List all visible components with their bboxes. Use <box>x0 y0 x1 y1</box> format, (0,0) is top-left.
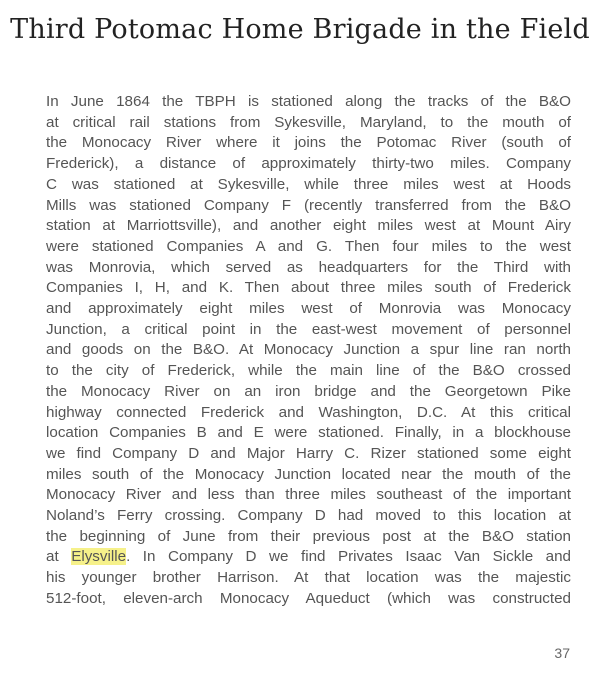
text-segment: . In Company D we find Privates Isaac Van Sickle and <box>126 548 572 566</box>
text-line: highway connected Frederick and Washington, D.C. At this critical <box>46 403 571 421</box>
text-line: the Monocacy River where it joins the Potomac River (south of <box>46 134 571 152</box>
highlighted-word: Elysville <box>71 548 127 566</box>
text-line: Junction, a critical point in the east-west movement of personnel <box>46 320 571 338</box>
text-line: we find Company D and Major Harry C. Rizer stationed some eight <box>46 444 571 462</box>
text-line: Frederick), a distance of approximately thirty-two miles. Company <box>46 155 571 173</box>
text-line: to the city of Frederick, while the main line of the B&O crossed <box>46 362 571 380</box>
text-line: Noland’s Ferry crossing. Company D had moved to this location at <box>46 507 571 525</box>
text-line: were stationed Companies A and G. Then four miles to the west <box>46 237 571 255</box>
text-line: In June 1864 the TBPH is stationed along the tracks of the B&O <box>46 93 571 110</box>
text-line: and approximately eight miles west of Monrovia was Monocacy <box>46 300 571 318</box>
text-line: station at Marriottsville), and another eight miles west at Mount Airy <box>46 217 571 235</box>
text-line: the beginning of June from their previous post at the B&O station <box>46 527 571 545</box>
text-segment: at <box>46 548 72 566</box>
text-line: Monocacy River and less than three miles southeast of the important <box>46 486 571 504</box>
text-line: at critical rail stations from Sykesville, Maryland, to the mouth of <box>46 113 571 131</box>
text-line: was Monrovia, which served as headquarters for the Third with <box>46 258 571 276</box>
text-line: miles south of the Monocacy Junction located near the mouth of the <box>46 465 571 483</box>
body-text <box>46 92 571 610</box>
text-line: and goods on the B&O. At Monocacy Junction a spur line ran north <box>46 341 571 359</box>
text-line-highlighted <box>46 547 571 568</box>
text-line: the Monocacy River on an iron bridge and the Georgetown Pike <box>46 382 571 400</box>
text-line: C was stationed at Sykesville, while three miles west at Hoods <box>46 175 571 193</box>
page-number: 37 <box>554 645 570 661</box>
text-line: his younger brother Harrison. At that location was the majestic <box>46 569 571 587</box>
text-line: Mills was stationed Company F (recently transferred from the B&O <box>46 196 571 214</box>
page-title: Third Potomac Home Brigade in the Field <box>10 14 590 45</box>
text-line: Companies I, H, and K. Then about three miles south of Frederick <box>46 279 571 297</box>
text-line: 512-foot, eleven-arch Monocacy Aqueduct (which was constructed <box>46 589 571 607</box>
text-line: location Companies B and E were stationed. Finally, in a blockhouse <box>46 424 571 442</box>
